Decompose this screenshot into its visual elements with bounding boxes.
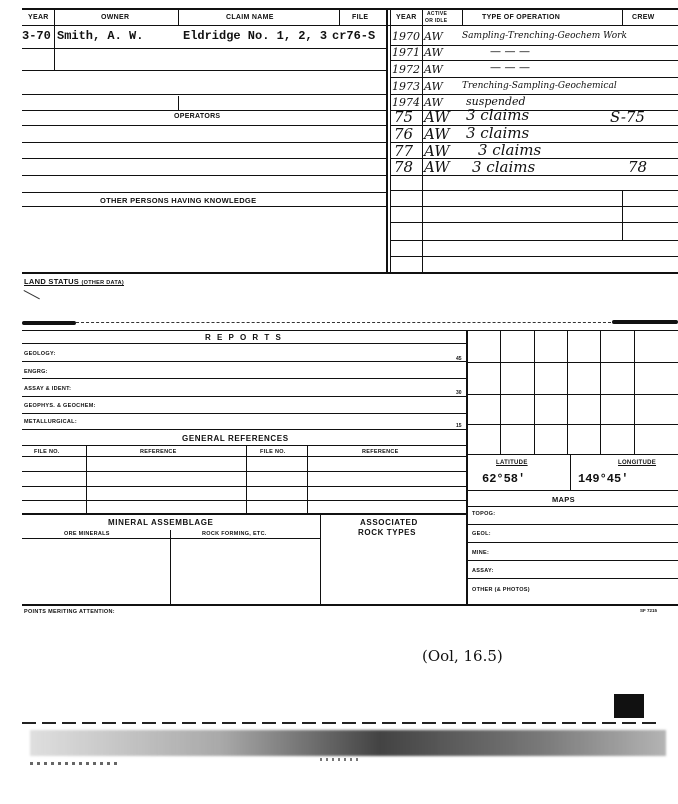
divider-left bbox=[22, 321, 76, 325]
operation-status: AW bbox=[424, 30, 443, 43]
mineral-assemblage-title: MINERAL ASSEMBLAGE bbox=[108, 518, 214, 527]
scan-black-block bbox=[614, 694, 644, 718]
maps-mine-label: MINE: bbox=[472, 550, 490, 556]
reports-title: R E P O R T S bbox=[205, 333, 283, 342]
scan-dash-line bbox=[22, 722, 662, 724]
geology-label: GEOLOGY: bbox=[24, 351, 56, 357]
longitude-value: 149°45' bbox=[578, 472, 629, 486]
scale-30: 30 bbox=[456, 390, 462, 396]
operation-crew: 78 bbox=[628, 158, 648, 176]
form-code: SF 7215 bbox=[640, 608, 658, 613]
general-references-title: GENERAL REFERENCES bbox=[182, 434, 289, 443]
maps-topog-label: TOPOG: bbox=[472, 511, 496, 517]
operators-label: OPERATORS bbox=[174, 113, 221, 120]
operation-type: 3 claims bbox=[466, 106, 530, 124]
operation-status: AW bbox=[424, 63, 443, 76]
land-status-title: LAND STATUS bbox=[24, 277, 80, 286]
operation-status: AW bbox=[424, 142, 450, 160]
maps-title: MAPS bbox=[552, 495, 575, 504]
operation-status: AW bbox=[424, 125, 450, 143]
header-year-2: YEAR bbox=[396, 14, 417, 21]
maps-other-label: OTHER (& PHOTOS) bbox=[472, 587, 530, 593]
metallurgical-label: METALLURGICAL: bbox=[24, 419, 77, 425]
land-status-label bbox=[24, 277, 124, 286]
geophys-geochem-label: GEOPHYS. & GEOCHEM: bbox=[24, 403, 96, 409]
scale-15: 15 bbox=[456, 423, 462, 429]
operation-year: 78 bbox=[394, 158, 414, 176]
operation-status: AW bbox=[424, 80, 443, 93]
header-active: ACTIVE bbox=[427, 11, 448, 17]
operation-crew: S-75 bbox=[610, 108, 645, 126]
header-year: YEAR bbox=[28, 14, 49, 21]
scan-noise-specks bbox=[30, 762, 120, 765]
operation-type: Sampling-Trenching-Geochem Work bbox=[462, 31, 627, 41]
claim-file: cr76-S bbox=[332, 29, 376, 43]
ore-minerals-header: ORE MINERALS bbox=[64, 531, 110, 537]
rock-forming-header: ROCK FORMING, ETC. bbox=[202, 531, 267, 537]
operation-type: suspended bbox=[466, 95, 526, 108]
operation-type: — — — bbox=[490, 45, 530, 58]
operation-type: — — — bbox=[490, 61, 530, 74]
claim-owner: Smith, A. W. bbox=[57, 29, 144, 43]
header-or-idle: OR IDLE bbox=[425, 18, 448, 24]
header-file: FILE bbox=[352, 14, 369, 21]
land-status-note: (OTHER DATA) bbox=[81, 280, 124, 286]
operation-status: AW bbox=[424, 108, 450, 126]
header-crew: CREW bbox=[632, 14, 655, 21]
operation-year: 1971 bbox=[392, 46, 420, 59]
rock-types-label: ROCK TYPES bbox=[358, 528, 417, 537]
operation-status: AW bbox=[424, 96, 443, 109]
operation-year: 1974 bbox=[392, 96, 420, 109]
scan-noise-specks-2 bbox=[320, 758, 360, 761]
associated-label: ASSOCIATED bbox=[360, 518, 418, 527]
land-status-mark bbox=[19, 290, 40, 308]
scan-noise-band bbox=[30, 730, 666, 756]
maps-assay-label: ASSAY: bbox=[472, 568, 494, 574]
other-persons-label: OTHER PERSONS HAVING KNOWLEDGE bbox=[100, 196, 257, 205]
divider-right bbox=[612, 320, 678, 324]
assay-ident-label: ASSAY & IDENT: bbox=[24, 386, 72, 392]
operation-status: AW bbox=[424, 46, 443, 59]
scale-45: 45 bbox=[456, 356, 462, 362]
operation-year: 1973 bbox=[392, 80, 420, 93]
ref-file-no-header-2: FILE NO. bbox=[260, 449, 286, 455]
header-owner: OWNER bbox=[101, 14, 130, 21]
ref-file-no-header: FILE NO. bbox=[34, 449, 60, 455]
operation-type: Trenching-Sampling-Geochemical bbox=[462, 81, 617, 91]
operation-year: 75 bbox=[394, 108, 414, 126]
operation-status: AW bbox=[424, 158, 450, 176]
points-meriting-attention-label: POINTS MERITING ATTENTION: bbox=[24, 609, 115, 615]
ref-reference-header: REFERENCE bbox=[140, 449, 177, 455]
operation-type: 3 claims bbox=[466, 124, 530, 142]
claim-name: Eldridge No. 1, 2, 3 bbox=[183, 29, 328, 43]
operation-type: 3 claims bbox=[472, 158, 536, 176]
operation-year: 77 bbox=[394, 142, 414, 160]
claim-year: 3-70 bbox=[22, 29, 51, 43]
operation-year: 76 bbox=[394, 125, 414, 143]
longitude-label: LONGITUDE bbox=[618, 460, 657, 466]
operation-year: 1972 bbox=[392, 63, 420, 76]
ref-reference-header-2: REFERENCE bbox=[362, 449, 399, 455]
handwritten-note: (Ool, 16.5) bbox=[422, 647, 503, 665]
latitude-label: LATITUDE bbox=[496, 460, 528, 466]
header-claim-name: CLAIM NAME bbox=[226, 14, 274, 21]
latitude-value: 62°58' bbox=[482, 472, 526, 486]
operation-type: 3 claims bbox=[478, 141, 542, 159]
operation-year: 1970 bbox=[392, 30, 420, 43]
header-type-of-operation: TYPE OF OPERATION bbox=[482, 14, 561, 21]
maps-geol-label: GEOL: bbox=[472, 531, 491, 537]
engrg-label: ENGRG: bbox=[24, 369, 48, 375]
